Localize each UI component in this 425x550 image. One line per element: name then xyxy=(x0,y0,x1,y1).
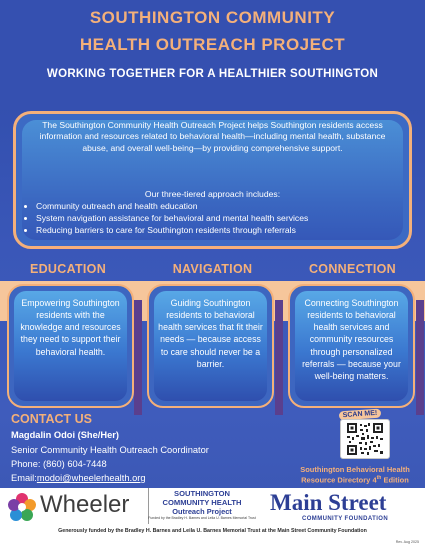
outreach-logo-fineprint: Funded by the Bradley H. Barnes and Leila U. Barnes Memorial Trust xyxy=(148,515,256,520)
qr-code-icon xyxy=(347,423,383,455)
navigation-text: Guiding Southington residents to behavioral health services that fit their needs — because access to care should never be a barrier. xyxy=(158,298,263,369)
qr-code[interactable] xyxy=(340,419,390,459)
funding-credit: Generously funded by the Bradley H. Barnes and Leila U. Barnes Memorial Trust at the Main Street Community Foundation xyxy=(58,528,367,534)
section-heading-navigation: NAVIGATION xyxy=(172,262,253,276)
outreach-logo-line2: COMMUNITY HEALTH xyxy=(162,497,242,507)
directory-edition: 4 xyxy=(372,475,377,485)
intro-paragraph: The Southington Community Health Outreach Project helps Southington residents access information and resources related to behavioral health—including mental health, substance abuse, and overall well-being—by providing comprehensive support. xyxy=(39,120,386,153)
main-street-subtitle: COMMUNITY FOUNDATION xyxy=(302,516,389,522)
directory-subtitle: Resource Directory xyxy=(301,475,371,485)
contact-heading: CONTACT US xyxy=(11,412,93,426)
outreach-logo-line3: Outreach Project xyxy=(172,506,232,516)
section-heading-education: EDUCATION xyxy=(29,262,107,276)
approach-item: • Community outreach and health education xyxy=(36,200,308,212)
contact-role: Senior Community Health Outreach Coordinator xyxy=(11,445,209,455)
directory-edition-suffix: th xyxy=(376,474,382,481)
connection-card xyxy=(288,284,415,408)
main-street-logo xyxy=(266,490,422,526)
outreach-project-logo xyxy=(148,490,256,520)
education-card xyxy=(7,284,134,408)
page-title-line2: HEALTH OUTREACH PROJECT xyxy=(79,35,346,54)
section-heading-connection: CONNECTION xyxy=(308,262,397,276)
revision-note: Rev. Aug 2025 xyxy=(395,540,419,544)
main-street-wordmark: Main Street xyxy=(270,490,387,515)
card-shadow xyxy=(134,300,142,415)
contact-email-line xyxy=(11,473,146,483)
navigation-card xyxy=(147,284,274,408)
approach-item: • Reducing barriers to care for Southington residents through referrals xyxy=(36,224,308,236)
email-label: Email: xyxy=(11,473,37,483)
education-text: Empowering Southington residents with the knowledge and resources they need to support their behavioral health. xyxy=(20,298,121,357)
footer xyxy=(0,488,425,550)
approach-intro: Our three-tiered approach includes: xyxy=(144,189,281,199)
intro-box xyxy=(13,111,412,249)
contact-name: Magdalin Odoi (She/Her) xyxy=(11,430,119,440)
page-title-line1: SOUTHINGTON COMMUNITY xyxy=(89,8,336,27)
approach-list xyxy=(24,200,308,236)
wheeler-flower-icon xyxy=(7,492,37,522)
resource-directory-caption xyxy=(290,465,420,485)
contact-phone: Phone: (860) 604-7448 xyxy=(11,459,107,469)
scan-me-label: SCAN ME! xyxy=(339,409,382,421)
directory-title: Southington Behavioral Health xyxy=(300,465,410,474)
approach-item: • System navigation assistance for behavioral and mental health services xyxy=(36,212,308,224)
card-shadow xyxy=(416,300,424,415)
page-subtitle: WORKING TOGETHER FOR A HEALTHIER SOUTHINGTON xyxy=(46,68,379,80)
card-shadow xyxy=(275,300,283,415)
wheeler-wordmark: Wheeler xyxy=(40,491,130,518)
directory-edition-word: Edition xyxy=(383,475,409,485)
email-link[interactable]: modoi@wheelerhealth.org xyxy=(36,473,146,483)
connection-text: Connecting Southington residents to behavioral health services and community resources through personalized referrals — because your well-being matters. xyxy=(302,298,401,381)
outreach-logo-line1: SOUTHINGTON xyxy=(174,489,230,498)
wheeler-logo xyxy=(4,488,144,526)
